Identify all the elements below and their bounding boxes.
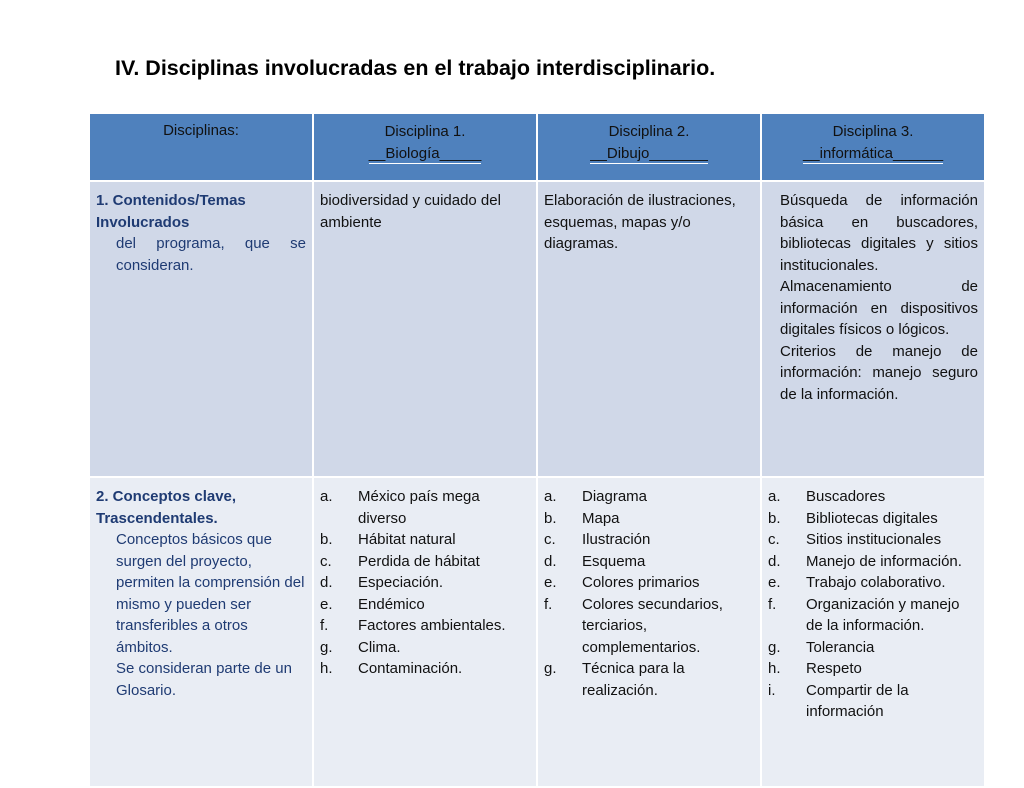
list-item-marker: i.	[768, 681, 776, 699]
disciplines-table	[88, 112, 986, 788]
list-item	[544, 529, 754, 551]
list-item	[768, 508, 978, 530]
row2-label-head: 2. Conceptos clave, Trascendentales.	[96, 488, 237, 527]
list-item	[544, 551, 754, 573]
list-item	[544, 572, 754, 594]
row1-informatica-text-1: Búsqueda de información básica en buscadores, bibliotecas digitales y sitios institucionales.	[780, 192, 978, 274]
list-item-marker: c.	[320, 552, 332, 570]
list-item	[768, 594, 978, 637]
list-item-marker: d.	[320, 574, 333, 591]
row1-biologia-text: biodiversidad y cuidado del ambiente	[320, 192, 501, 231]
header-disciplina-1	[313, 113, 537, 181]
list-item-text: Ilustración	[582, 531, 651, 548]
list-item-text: Colores primarios	[582, 574, 700, 591]
list-item-text: Compartir de la información	[806, 681, 909, 720]
row2-label-body: Conceptos básicos que surgen del proyecto, permiten la comprensión del mismo y pueden ser transferibles a otros ámbitos.	[116, 531, 305, 656]
header-disciplina-1-title: Disciplina 1.	[384, 123, 466, 140]
list-item-text: Esquema	[582, 552, 646, 570]
row1-informatica-text-3: Criterios de manejo de información: manejo seguro de la información.	[780, 342, 978, 403]
list-item-marker: e.	[768, 574, 781, 591]
row1-label-body: del programa, que se consideran.	[116, 235, 306, 274]
list-item-marker: e.	[544, 574, 557, 591]
list-item-text: Sitios institucionales	[806, 531, 942, 548]
list-item-marker: c.	[768, 531, 780, 548]
list-item	[768, 637, 978, 659]
header-disciplinas	[89, 113, 313, 181]
list-item-marker: d.	[768, 552, 781, 570]
table-row-conceptos	[89, 477, 985, 787]
header-disciplina-2-title: Disciplina 2.	[608, 123, 690, 140]
list-item-marker: f.	[544, 595, 553, 613]
header-disciplina-2-value: __Dibujo_______	[590, 144, 708, 162]
page-title: IV. Disciplinas involucradas en el trabajo interdisciplinario.	[115, 56, 716, 80]
list-item-text: Colores secundarios, terciarios, complementarios.	[582, 595, 723, 656]
list-item-marker: b.	[544, 509, 557, 527]
row1-informatica-text-2: Almacenamiento de información en dispositivos digitales físicos o lógicos.	[780, 278, 978, 338]
list-item-text: Hábitat natural	[358, 531, 456, 548]
header-disciplina-3-value: __informática______	[802, 144, 944, 162]
list-item-text: Trabajo colaborativo.	[806, 574, 946, 591]
row1-dibujo-text: Elaboración de ilustraciones, esquemas, mapas y/o diagramas.	[544, 192, 736, 252]
list-item	[768, 572, 978, 594]
header-disciplina-2	[537, 113, 761, 181]
list-item-marker: b.	[768, 509, 781, 527]
list-item-marker: b.	[320, 531, 333, 548]
table-row-contenidos	[89, 181, 985, 477]
list-item-text: Organización y manejo de la información.	[806, 595, 960, 634]
list-item-marker: e.	[320, 595, 333, 613]
list-item-text: Técnica para la realización.	[582, 660, 685, 699]
list-item-marker: a.	[544, 488, 557, 505]
list-item	[544, 658, 754, 701]
list-item	[768, 658, 978, 680]
list-item-text: Especiación.	[358, 574, 444, 591]
row1-informatica-cell	[761, 181, 985, 477]
list-item-marker: a.	[320, 488, 333, 505]
row2-dibujo-cell	[537, 477, 761, 787]
header-disciplina-1-value: __Biología_____	[368, 144, 482, 162]
list-item	[320, 637, 530, 659]
list-item-marker: h.	[768, 660, 781, 677]
list-item	[320, 572, 530, 594]
row2-informatica-cell	[761, 477, 985, 787]
list-item-marker: c.	[544, 531, 556, 548]
list-item	[320, 486, 530, 529]
list-item-text: Respeto	[806, 660, 862, 677]
list-item	[768, 529, 978, 551]
header-disciplinas-label: Disciplinas:	[163, 122, 239, 139]
list-item-marker: g.	[544, 660, 557, 677]
list-item-text: Bibliotecas digitales	[806, 509, 938, 527]
header-disciplina-3-title: Disciplina 3.	[832, 123, 914, 140]
list-item-marker: g.	[320, 638, 333, 656]
list-item	[768, 551, 978, 573]
header-disciplina-3	[761, 113, 985, 181]
list-item-text: Factores ambientales.	[358, 617, 506, 634]
list-item	[320, 658, 530, 680]
list-item-text: Clima.	[358, 638, 401, 656]
row2-informatica-list	[768, 486, 978, 723]
list-item	[768, 486, 978, 508]
list-item	[320, 529, 530, 551]
row1-biologia-cell	[313, 181, 537, 477]
list-item-marker: d.	[544, 552, 557, 570]
list-item	[320, 615, 530, 637]
list-item	[768, 680, 978, 723]
list-item-marker: f.	[320, 617, 329, 634]
list-item-text: Endémico	[358, 595, 425, 613]
list-item-text: Contaminación.	[358, 660, 463, 677]
list-item-text: México país mega diverso	[358, 488, 480, 527]
list-item-text: Mapa	[582, 509, 620, 527]
table-header-row	[89, 113, 985, 181]
list-item-marker: h.	[320, 660, 333, 677]
list-item-marker: a.	[768, 488, 781, 505]
list-item-text: Buscadores	[806, 488, 886, 505]
list-item-marker: f.	[768, 595, 777, 613]
list-item-text: Perdida de hábitat	[358, 552, 480, 570]
row1-label-head: 1. Contenidos/Temas Involucrados	[96, 192, 246, 231]
row1-dibujo-cell	[537, 181, 761, 477]
list-item-text: Tolerancia	[806, 638, 875, 656]
list-item-text: Diagrama	[582, 488, 648, 505]
list-item	[544, 508, 754, 530]
list-item	[544, 594, 754, 659]
list-item	[320, 594, 530, 616]
row2-dibujo-list	[544, 486, 754, 701]
row2-biologia-list	[320, 486, 530, 680]
list-item-marker: g.	[768, 638, 781, 656]
list-item	[320, 551, 530, 573]
list-item-text: Manejo de información.	[806, 552, 962, 570]
row2-label-body-2: Se consideran parte de un Glosario.	[116, 660, 292, 699]
row2-biologia-cell	[313, 477, 537, 787]
list-item	[544, 486, 754, 508]
row1-label-cell	[89, 181, 313, 477]
row2-label-cell	[89, 477, 313, 787]
